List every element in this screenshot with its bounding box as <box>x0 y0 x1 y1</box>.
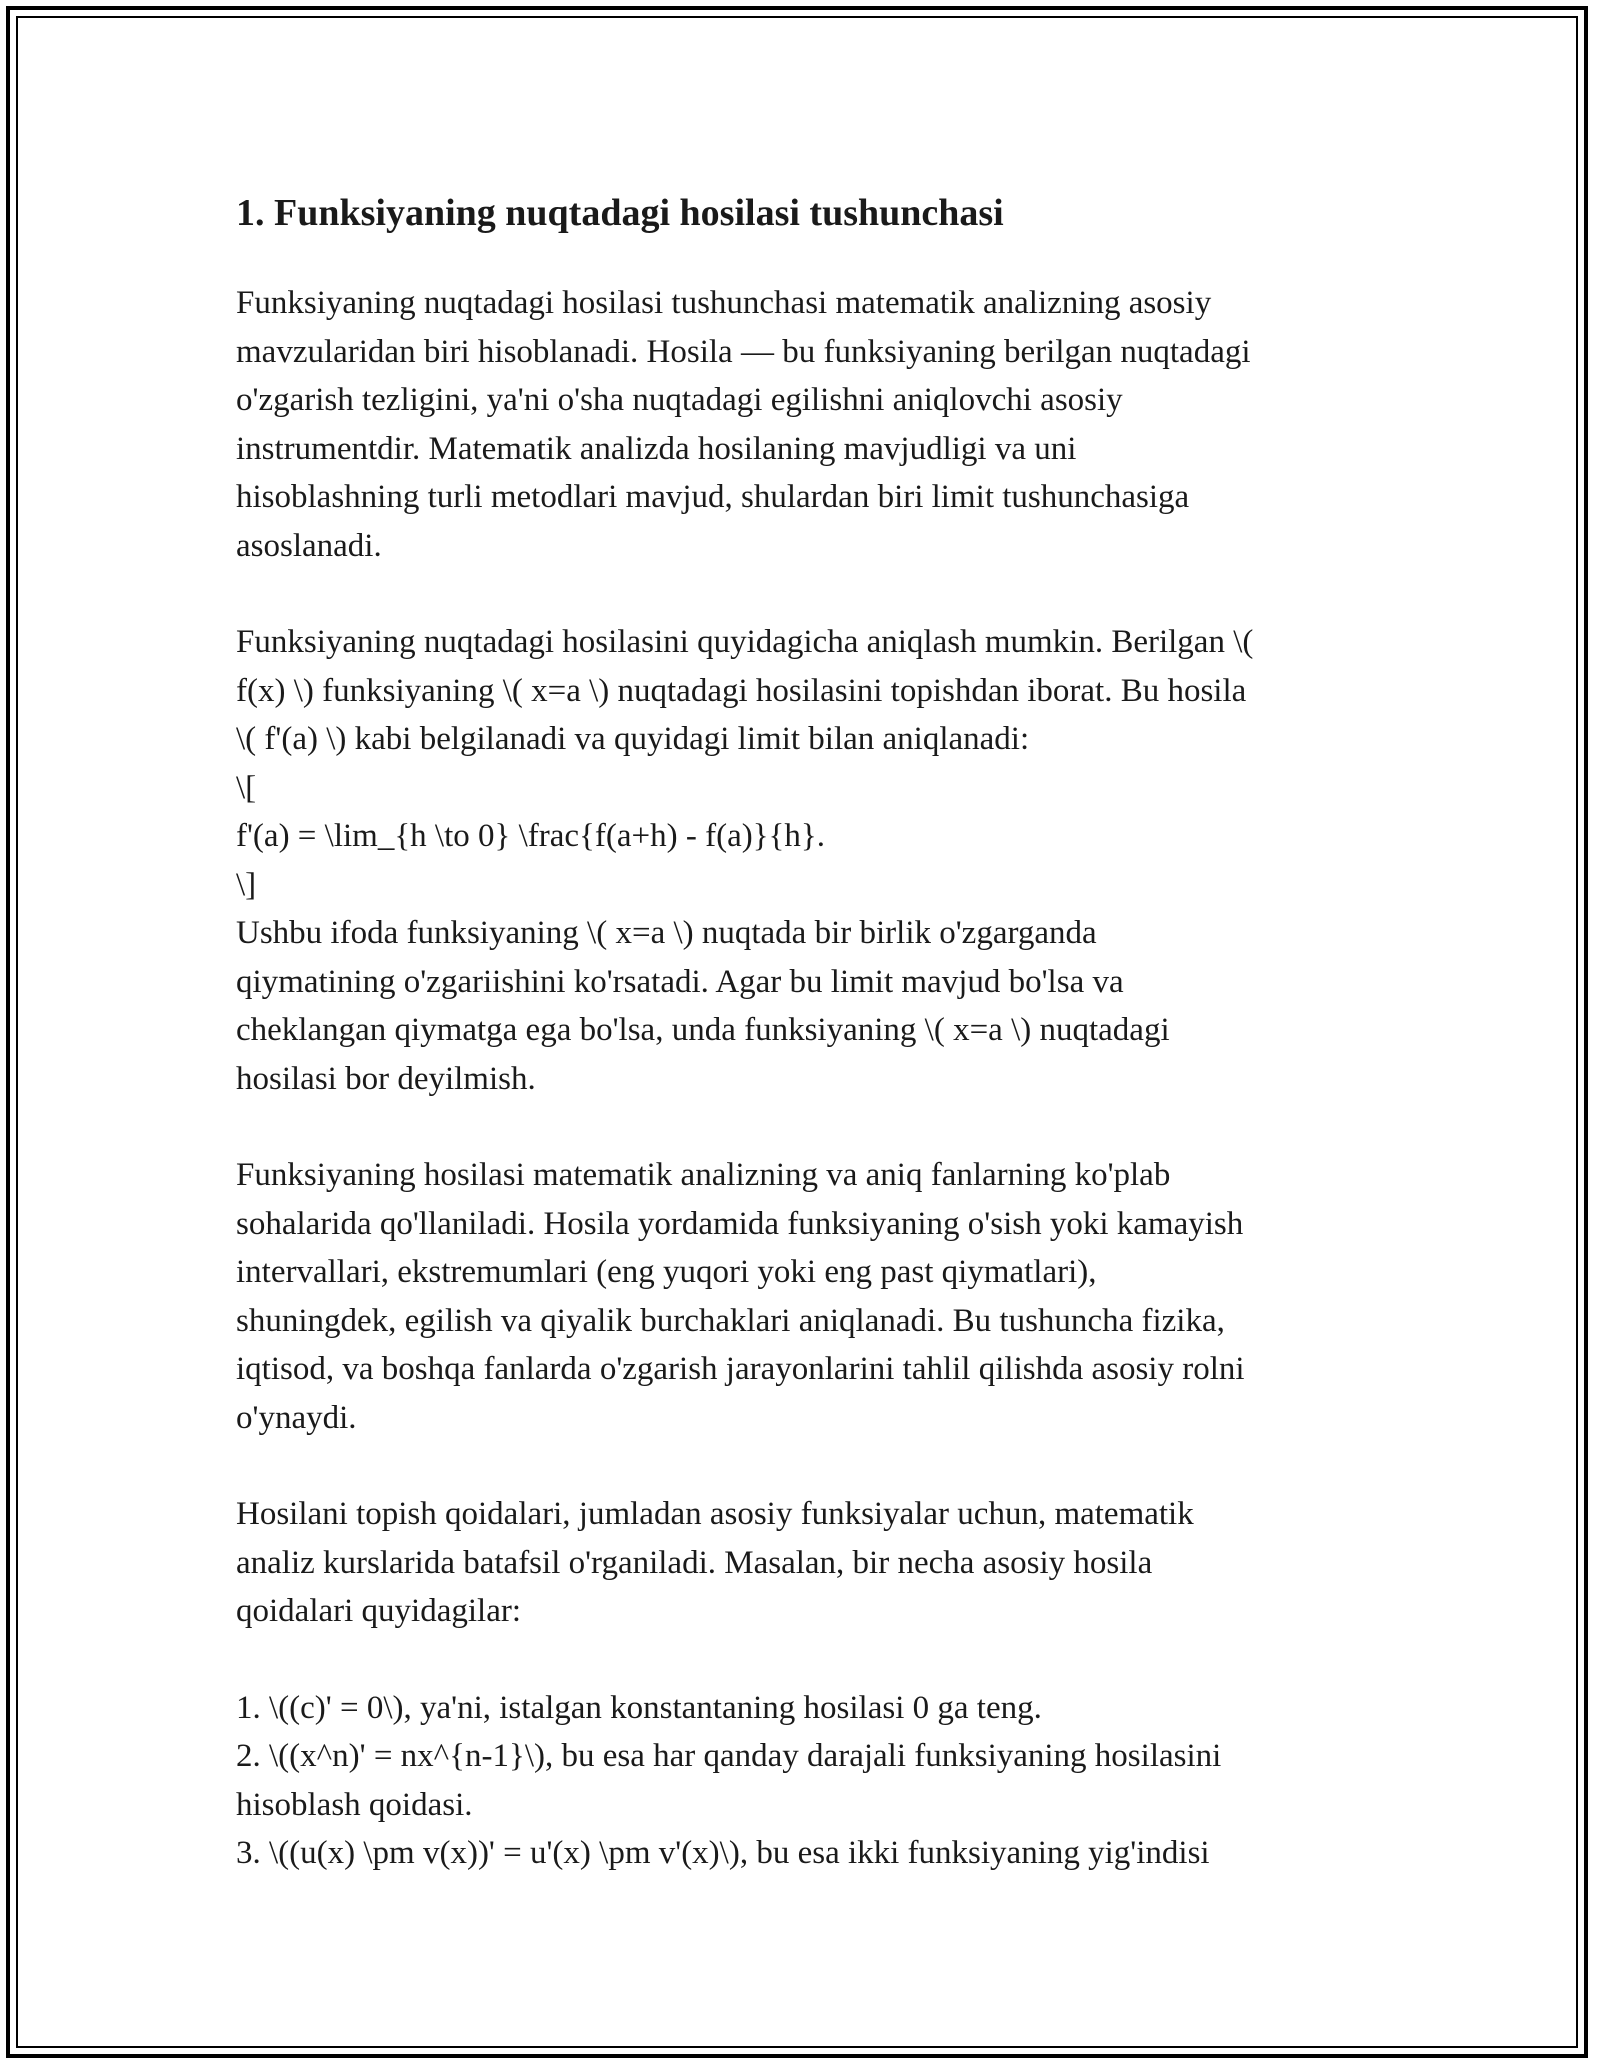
document-body <box>236 185 1386 1878</box>
paragraph-applications: Funksiyaning hosilasi matematik analizning va aniq fanlarning ko'plab sohalarida qo'llaniladi. Hosila yordamida funksiyaning o'sish yoki kamayish intervallari, ekstremumlari (eng yuqori yoki eng past qiymatlari), shuningdek, egilish va qiyalik burchaklari aniqlanadi. Bu tushuncha fizika, iqtisod, va boshqa fanlarda o'zgarish jarayonlarini tahlil qilishda asosiy rolni o'ynaydi. <box>236 1157 1245 1436</box>
section-heading: 1. Funksiyaning nuqtadagi hosilasi tushunchasi <box>236 192 1004 234</box>
rules-list: 1. \((c)' = 0\), ya'ni, istalgan konstantaning hosilasi 0 ga teng. 2. \((x^n)' = nx^{n-1}\), bu esa har qanday darajali funksiyaning hosilasini hisoblash qoidasi. 3. \((u(x) \pm v(x))' = u'(x) \pm v'(x)\), bu esa ikki funksiyaning yig'indisi <box>236 1689 1222 1871</box>
paragraph-definition: Funksiyaning nuqtadagi hosilasini quyidagicha aniqlash mumkin. Berilgan \( f(x) \) funksiyaning \( x=a \) nuqtadagi hosilasini topishdan iborat. Bu hosila \( f'(a) \) kabi belgilanadi va quyidagi limit bilan aniqlanadi: \[ f'(a) = \lim_{h \to 0} \frac{f(a+h) - f(a)}{h}. \] Ushbu ifoda funksiyaning \( x=a \) nuqtada bir birlik o'zgarganda qiymatining o'zgariishini ko'rsatadi. Agar bu limit mavjud bo'lsa va cheklangan qiymatga ega bo'lsa, unda funksiyaning \( x=a \) nuqtadagi hosilasi bor deyilmish. <box>236 624 1254 1097</box>
paragraph-intro: Funksiyaning nuqtadagi hosilasi tushunchasi matematik analizning asosiy mavzularidan biri hisoblanadi. Hosila — bu funksiyaning berilgan nuqtadagi o'zgarish tezligini, ya'ni o'sha nuqtadagi egilishni aniqlovchi asosiy instrumentdir. Matematik analizda hosilaning mavjudligi va uni hisoblashning turli metodlari mavjud, shulardan biri limit tushunchasiga asoslanadi. <box>236 285 1251 564</box>
paragraph-rules-intro: Hosilani topish qoidalari, jumladan asosiy funksiyalar uchun, matematik analiz kurslarida batafsil o'rganiladi. Masalan, bir necha asosiy hosila qoidalari quyidagilar: <box>236 1496 1194 1629</box>
